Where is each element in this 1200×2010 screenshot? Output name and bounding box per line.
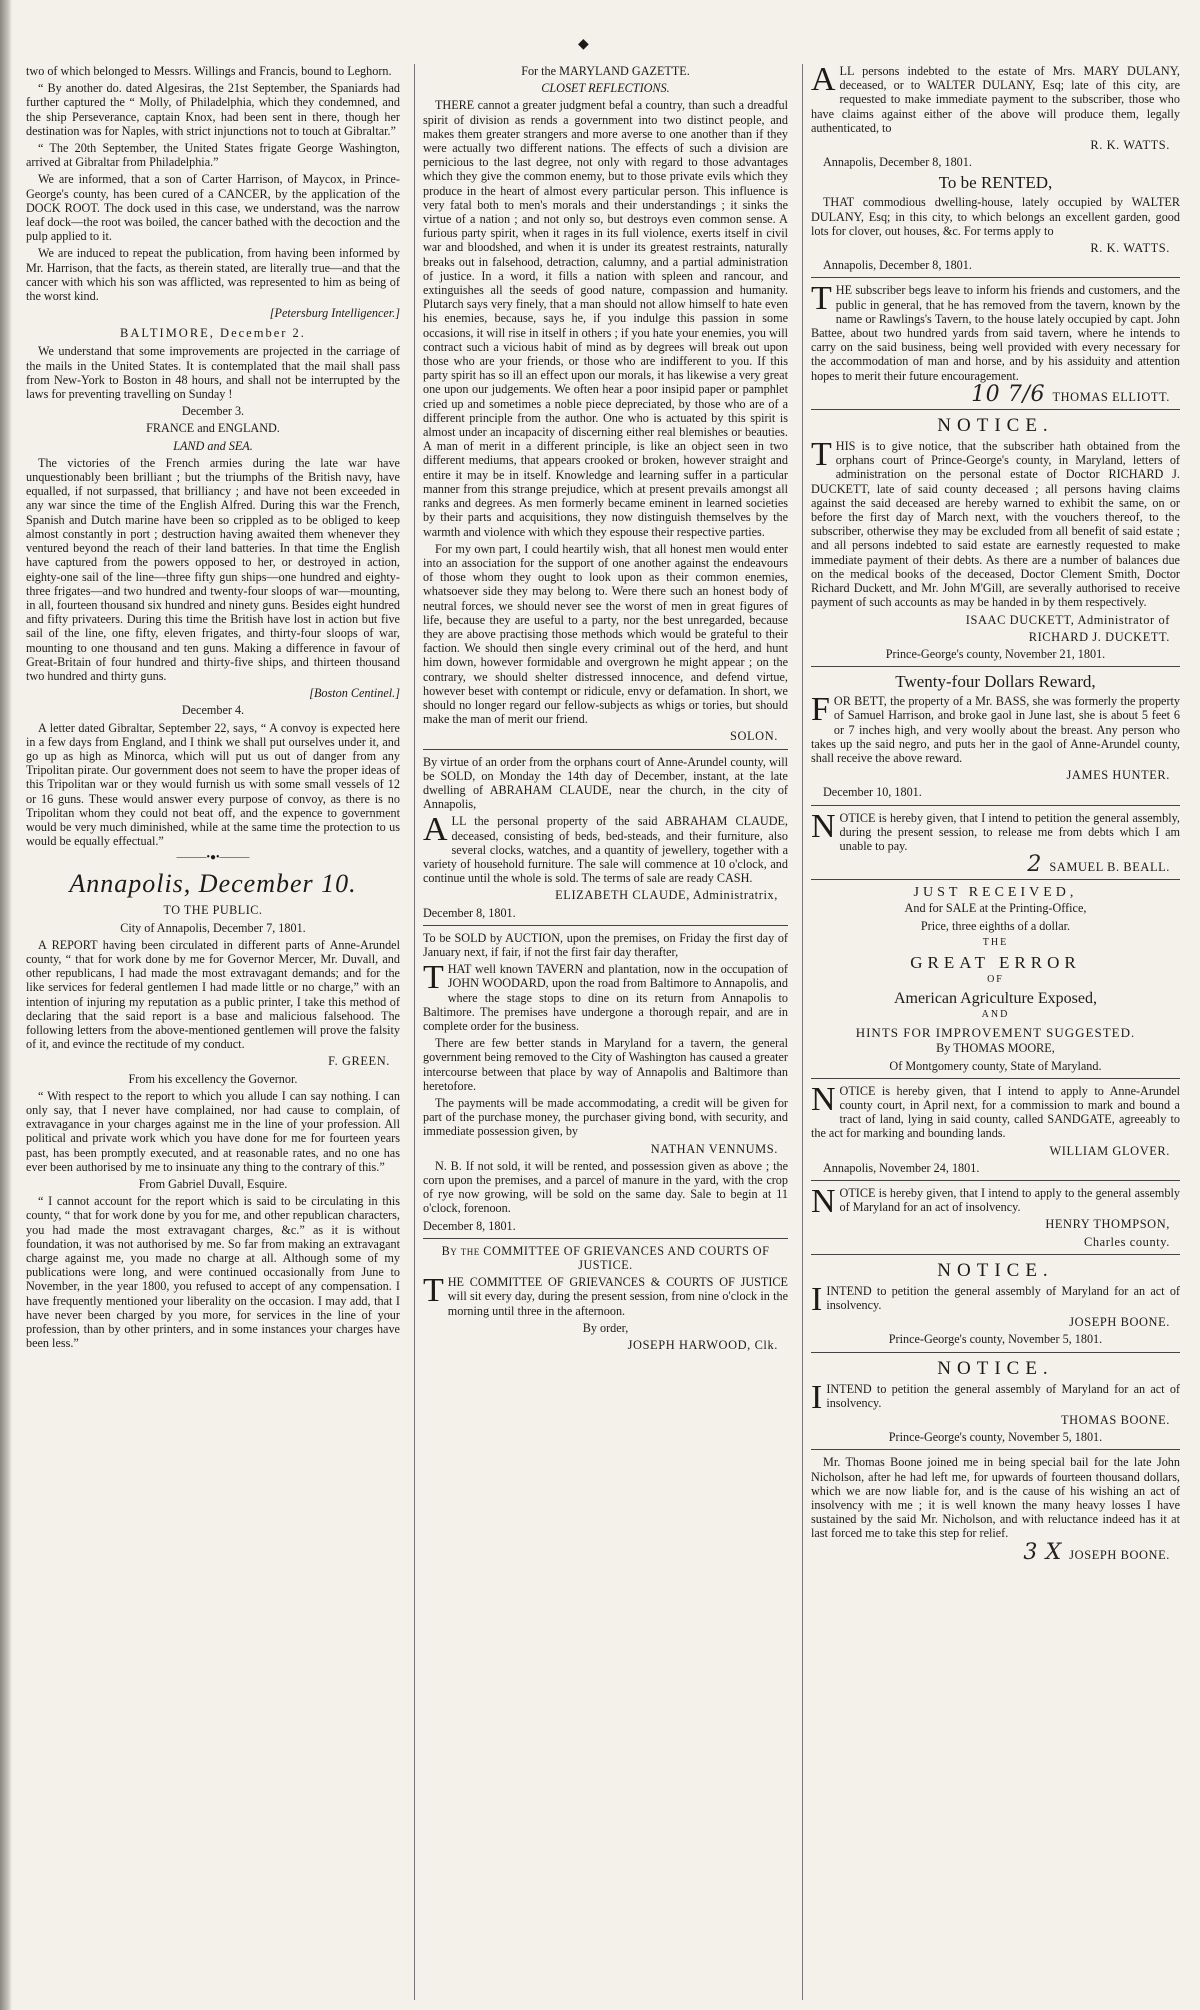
- joseph-boone-body: INTEND to petition the general assembly of Maryland for an act of insolvency.: [826, 1283, 1180, 1312]
- tavern-auction-ad: [423, 931, 788, 1233]
- committee-lead: By the COMMITTEE OF GRIEVANCES AND COURTS OF JUSTICE.: [441, 1243, 770, 1273]
- tavern-body: HAT well known TAVERN and plantation, now in the occupation of JOHN WOODARD, upon the road from Baltimore to Annapolis, and where the stage stops to dine on its return from Annapolis to Baltimore. The premises have undergone a thorough repair, and are in complete order for the business.: [422, 962, 788, 1033]
- claude-signature: ELIZABETH CLAUDE, Administratrix,: [555, 888, 778, 903]
- tavern-p2: There are few better stands in Maryland for a tavern, the general government being removed to the City of Washington has caused a greater intercourse between that place by way of Annapolis and Baltimore than heretofore.: [422, 1036, 788, 1093]
- bett-date: December 10, 1801.: [822, 785, 922, 800]
- watts-signature-1: R. K. WATTS.: [1090, 138, 1170, 153]
- c1-dec3: December 3.: [181, 404, 245, 419]
- for-maryland-gazette: For the MARYLAND GAZETTE.: [521, 64, 690, 78]
- to-be-rented-heading: To be RENTED,: [938, 173, 1053, 193]
- top-ornament: ◆: [578, 37, 589, 52]
- just-received-heading: JUST RECEIVED,: [913, 885, 1078, 901]
- thompson-body: OTICE is hereby given, that I intend to apply to the general assembly of Maryland for an act of insolvency.: [839, 1185, 1180, 1215]
- dulany-body: LL persons indebted to the estate of Mrs. MARY DULANY, deceased, or to WALTER DULANY, Esq; late of this city, are requested to make immediate payment to the subscriber, those who have claims against either of the above will produce them, legally authenticated, to: [810, 64, 1180, 135]
- dropcap-t: T: [422, 959, 444, 997]
- duckett-date: Prince-George's county, November 21, 1801.: [885, 646, 1106, 661]
- dropcap-n: N: [810, 807, 836, 845]
- watts-signature-2: R. K. WATTS.: [1090, 241, 1170, 256]
- glover-ad: [810, 1080, 1180, 1175]
- from-duvall: From Gabriel Duvall, Esquire.: [138, 1177, 288, 1192]
- baltimore-dateline: BALTIMORE, December 2.: [120, 326, 306, 341]
- dropcap-t3: T: [810, 280, 832, 318]
- joseph-boone-date: Prince-George's county, November 5, 1801.: [888, 1332, 1103, 1347]
- column-2: [414, 64, 788, 2000]
- joseph-boone-ad: [810, 1280, 1180, 1347]
- beall-ad: [810, 807, 1180, 878]
- boone-bail-signature: JOSEPH BOONE.: [1069, 1547, 1170, 1562]
- book-and: AND: [981, 1009, 1010, 1021]
- hints-title: HINTS FOR IMPROVEMENT SUGGESTED.: [855, 1025, 1136, 1041]
- joseph-boone-signature: JOSEPH BOONE.: [1069, 1315, 1170, 1330]
- duckett-body: HIS is to give notice, that the subscriber hath obtained from the orphans court of Prince-George's county, in Maryland, letters of administration on the personal estate of Doctor RICHARD J. DUCKETT, late of said county deceased ; all persons having claims against the said deceased are hereby warned to exhibit the same, on or before the first day of March next, with the vouchers thereof, to the subscriber, otherwise they may be excluded from all benefit of said estate ; and all persons indebted to said estate are earnestly requested to make immediate payment of their debts. As there are a number of balances due on the medical books of the deceased, Doctor Clement Smith, Doctor Richard Duckett, and Mr. John M'Gill, are severally authorised to receive payment of such accounts as may be handed in by them respectively.: [810, 439, 1180, 610]
- city-line: City of Annapolis, December 7, 1801.: [120, 920, 306, 935]
- c3-rule-5: [811, 879, 1180, 880]
- c1-dec4: December 4.: [181, 703, 245, 718]
- elliott-body: HE subscriber begs leave to inform his friends and customers, and the public in general, that he has removed from the tavern, known by the name or Rawlings's Tavern, to the house lately occupied by capt. John Battee, about two hundred yards from said tavern, where he intends to carry on the said business, being well provided with every necessary for the accommodation of man and horse, and by his assiduity and attention hopes to merit their future encouragement.: [810, 283, 1180, 383]
- notice-heading-2: NOTICE.: [937, 1259, 1054, 1281]
- great-error-title: GREAT ERROR: [910, 952, 1081, 972]
- c3-rule-6: [811, 1078, 1180, 1079]
- dropcap-a: A: [422, 811, 448, 849]
- beall-signature: SAMUEL B. BEALL.: [1049, 860, 1170, 875]
- book-sale-line: And for SALE at the Printing-Office,: [904, 901, 1087, 916]
- dropcap-t2: T: [422, 1272, 444, 1310]
- handwritten-mark-4: 2: [1027, 852, 1042, 878]
- column-3: [802, 64, 1180, 2000]
- elliott-ad: [810, 280, 1180, 407]
- committee-ad: [423, 1244, 788, 1352]
- c2-p2: For my own part, I could heartily wish, that all honest men would enter into an association for the support of one another against the endeavours of those whom they ought to look upon as their common enemies, whatsoever side they may belong to. Were there such an honest body of neutral forces, we should never see the worst of men in great figures of life, because they are useful to a party, nor the best unregarded, because they are above practising those methods which would be grateful to their faction. We should then single every criminal out of the herd, and hunt him down, however formidable and overgrown he might appear ; on the contrary, we should shelter distressed innocence, and defend virtue, however beset with contempt or ridicule, envy or defamation. In short, we should no longer regard our fellow-subjects as whigs or tories, but should make the man of merit our friend.: [422, 541, 788, 727]
- duckett-signature-2: RICHARD J. DUCKETT.: [1028, 629, 1170, 644]
- page-binding-edge: [0, 0, 12, 2010]
- committee-by-order: By order,: [582, 1320, 629, 1335]
- book-ad: [811, 885, 1180, 1072]
- c2-rule-2: [423, 925, 788, 926]
- book-author: By THOMAS MOORE,: [936, 1041, 1055, 1056]
- claude-body: LL the personal property of the said ABRAHAM CLAUDE, deceased, consisting of beds, bed-steads, and their furniture, also several clocks, watches, and a quantity of jewellery, together with a variety of household furniture. The sale will commence at 10 o'clock, and continue until the whole is sold. The terms of sale are ready CASH.: [422, 814, 788, 886]
- book-author-place: Of Montgomery county, State of Maryland.: [889, 1058, 1102, 1073]
- c2-rule-3: [423, 1238, 788, 1239]
- closet-reflections: CLOSET REFLECTIONS.: [541, 81, 670, 96]
- from-governor: From his excellency the Governor.: [128, 1071, 298, 1086]
- columns: [26, 64, 1180, 2000]
- c1-p4: We are informed, that a son of Carter Harrison, of Maycox, in Prince-George's county, has been cured of a CANCER, by the application of the DOCK ROOT. The dock used in this case, we understand, was the narrow leaf dock—the root was boiled, the cancer bathed with the decoction and the pulp applied to it.: [26, 172, 400, 244]
- c1-p3: “ The 20th September, the United States frigate George Washington, arrived at Gibraltar from Philadelphia.”: [26, 141, 400, 170]
- bett-body: OR BETT, the property of a Mr. BASS, she was formerly the property of Samuel Harrison, and broke gaol in June last, she is about 5 feet 6 or 7 inches high, and very woolly about the breast. Any person who takes up the said negro, and puts her in the gaol of Anne-Arundel county, shall receive the above reward.: [810, 694, 1180, 765]
- notice-heading-3: NOTICE.: [937, 1357, 1054, 1379]
- book-the: THE: [982, 936, 1009, 948]
- dropcap-i: I: [810, 1280, 823, 1318]
- tavern-nb: N. B. If not sold, it will be rented, and possession given as above ; the corn upon the premises, and a parcel of manure in the yard, with the crop of rye now growing, will be sold on the same day. Sale to begin at 11 o'clock, forenoon.: [422, 1158, 788, 1216]
- thomas-boone-ad: [810, 1378, 1180, 1445]
- thomas-boone-body: INTEND to petition the general assembly of Maryland for an act of insolvency.: [826, 1381, 1180, 1410]
- boone-bail-ad: [810, 1455, 1180, 1565]
- c1-p11: “ I cannot account for the report which is said to be circulating in this county, “ that for work done by you for me, and other republican characters, you had made the most extravagant charges, &c.” as it is without foundation, it was not authorised by me. So far from making an extravagant charge against me, you made no charge at all. Although some of my publications were long, and were continued occasionally from June to November, in the year 1800, you refused to accept of any compensation. I have frequently mentioned your liberality on the occasion. I may add, that I have never been charged by you more, for services in the line of your profession, than by other printers, and in some instances your charges have been less.”: [26, 1194, 400, 1351]
- c1-p7-source: [Boston Centinel.]: [309, 686, 400, 701]
- c3-rule-1: [811, 277, 1180, 278]
- dulany-date: Annapolis, December 8, 1801.: [822, 155, 972, 170]
- green-signature: F. GREEN.: [328, 1054, 390, 1069]
- dropcap-f: F: [810, 691, 830, 729]
- c2-rule-1: [423, 749, 788, 750]
- claude-sale-ad: [423, 755, 788, 920]
- column-1: [26, 64, 400, 2000]
- thomas-boone-signature: THOMAS BOONE.: [1060, 1413, 1170, 1428]
- handwritten-mark-9: 3 X: [1023, 1539, 1062, 1565]
- tavern-p3: The payments will be made accommodating, a credit will be given for part of the purchase money, the purchaser giving bond, with security, and immediate possession given, by: [422, 1096, 788, 1139]
- c1-p10: “ With respect to the report to which you allude I can say nothing. I can only say, that I never have complained, nor had cause to complain, of extravagance in your charges against me in the line of your profession. All political and private work which you have done for me for fourteen years past, has been promptly executed, and at reasonable rates, and no one has ever been authorised by me to insinuate any thing to the contrary of this.”: [26, 1088, 400, 1174]
- tavern-date: December 8, 1801.: [422, 1218, 516, 1233]
- beall-body: OTICE is hereby given, that I intend to petition the general assembly, during the present session, to release me from debts which I am unable to pay.: [839, 810, 1180, 853]
- c1-p9: A REPORT having been circulated in different parts of Anne-Arundel county, “ that for work done by me for Governor Mercer, Mr. Duvall, and other republicans, I had made the most extravagant demands; and for the like services for federal gentlemen I had made little or no charge,” with an intention of injuring my reputation as a public printer, I take this method of declaring that the said report is a base and malicious falsehood. The following letters from the above-mentioned gentlemen will prove the falsity of it, and evince the rectitude of my conduct.: [26, 937, 400, 1052]
- thompson-ad: [810, 1182, 1180, 1249]
- harwood-signature: JOSEPH HARWOOD, Clk.: [627, 1338, 778, 1353]
- notice-heading-1: NOTICE.: [937, 415, 1054, 437]
- ornament-rule: ———•●•———: [176, 852, 250, 864]
- glover-body: OTICE is hereby given, that I intend to apply to Anne-Arundel county court, in April next, for a commission to mark and bound a tract of land, lying in said county, called SANDGATE, agreeably to the act for marking and bounding lands.: [810, 1083, 1180, 1141]
- annapolis-dateline: Annapolis, December 10.: [69, 869, 357, 899]
- rented-date: Annapolis, December 8, 1801.: [822, 258, 972, 273]
- dropcap-t4: T: [810, 436, 832, 474]
- c1-p5: We are induced to repeat the publication, from having been informed by Mr. Harrison, that the facts, as therein stated, are literally true—and that the cancer with which his son was afflicted, was represented to him as being of the worst kind.: [26, 246, 400, 304]
- c2-p1: THERE cannot a greater judgment befal a country, than such a dreadful spirit of division as rends a government into two distinct people, and makes them greater strangers and more averse to one another than if they were actually two different nations. The effects of such a division are pernicious to the last degree, not only with regard to those advantages which they give the common enemy, but to those private evils which they produce in the heart of almost every particular person. This influence is very fatal both to men's morals and their understandings ; it sinks the virtue of a nation ; and not only so, but destroys even common sense. A furious party spirit, when it rages in its full violence, exerts itself in civil war and bloodshed, and when it is under its greatest restraints, naturally breaks out in falsehood, detraction, calumny, and a partial administration of justice. In a word, it fills a nation with spleen and rancour, and extinguishes all the seeds of good nature, compassion and humanity. Plutarch says very finely, that a man should not allow himself to hate even his enemies, because, says he, if you indulge this passion in some occasions, it will rise in itself in others ; if you hate your enemies, you will contract such a vicious habit of mind as by degrees will break out upon those who are your friends, or those who are indifferent to you. If this party spirit has so ill an effect upon our morals, it has likewise a very great one upon our judgements. We often hear a poor insipid paper or pamphlet cried up and sometimes a noble piece depreciated, by those who are of a different principle from the author. One who is actuated by this spirit is almost under an incapacity of discerning either real blemishes or beauties. A man of merit in a different principle, is like an object seen in two different mediums, that appears crooked or broken, however straight and entire it may be in itself. Knowledge and learning suffer in a particular manner from this strange prejudice, which at present prevails amongst all ranks and degrees. As men formerly became eminent in learned societies by their parts and acquisitions, they now distinguish themselves by the warmth and violence with which they espouse their respective parties.: [422, 98, 788, 539]
- c1-france-england: FRANCE and ENGLAND.: [146, 421, 280, 436]
- c1-p1: two of which belonged to Messrs. Willings and Francis, bound to Leghorn.: [26, 64, 392, 78]
- c3-rule-7: [811, 1180, 1180, 1181]
- c3-rule-4: [811, 805, 1180, 806]
- c3-rule-10: [811, 1449, 1180, 1450]
- hunter-signature: JAMES HUNTER.: [1066, 768, 1170, 783]
- c1-p5-source: [Petersburg Intelligencer.]: [269, 306, 400, 321]
- dropcap-i2: I: [810, 1378, 823, 1416]
- book-of: OF: [987, 973, 1004, 985]
- c1-p6: We understand that some improvements are projected in the carriage of the mails in the United States. It is contemplated that the mail shall pass from New-York to Boston in 48 hours, and shall not be interrupted by the laws for preventing travelling on Sunday !: [26, 344, 400, 402]
- duckett-signature: ISAAC DUCKETT, Administrator of: [965, 612, 1170, 627]
- elliott-signature: THOMAS ELLIOTT.: [1052, 389, 1170, 404]
- rented-body: THAT commodious dwelling-house, lately occupied by WALTER DULANY, Esq; in this city, to which belongs an excellent garden, good lots for clover, out houses, &c. For terms apply to: [810, 195, 1180, 238]
- american-agriculture-title: American Agriculture Exposed,: [893, 990, 1097, 1008]
- thompson-signature: HENRY THOMPSON,: [1045, 1217, 1170, 1232]
- vennums-signature: NATHAN VENNUMS.: [650, 1141, 778, 1156]
- dropcap-n3: N: [810, 1182, 836, 1220]
- dulany-ad: [811, 64, 1180, 169]
- thomas-boone-date: Prince-George's county, November 5, 1801.: [888, 1430, 1103, 1445]
- c3-rule-8: [811, 1254, 1180, 1255]
- to-the-public: TO THE PUBLIC.: [163, 903, 263, 918]
- c1-p7: The victories of the French armies during the late war have unquestionably been brilliant ; but the triumphs of the British navy, have equalled, if not surpassed, that brilliancy ; and have not been exceeded in any war since the time of the English Alfred. During this war the French, Spanish and Dutch marine have been so crippled as to be obliged to keep almost constantly in port ; destruction having awaited them whenever they ventured beyond the reach of their land batteries. In that time the English have captured from the powers opposed to her, or destroyed in action, eighty-one sail of the line—three fifty gun ships—one hundred and eighty-three frigates—and two hundred and twenty-four sloops of war—mounting, in all, fourteen thousand six hundred and ninety guns. Besides eight hundred and fifty privateers. During this time the British have lost in action but five sail of the line, one fifty, eleven frigates, and thirty-four sloops of war, mounting to one thousand and ten guns. Making a difference in favour of Great-Britain of four hundred and thirty-five ships, and thirteen thousand two hundred and thirty guns.: [26, 455, 400, 683]
- c3-rule-2: [811, 409, 1180, 410]
- c3-rule-3: [811, 666, 1180, 667]
- dropcap-n2: N: [810, 1080, 836, 1118]
- duckett-ad: [810, 436, 1180, 661]
- handwritten-mark-2: 10 7/6: [971, 381, 1046, 407]
- c1-land-sea: LAND and SEA.: [173, 438, 253, 453]
- c1-p8: A letter dated Gibraltar, September 22, says, “ A convoy is expected here in a few days from England, and I think we shall put ourselves under it, and go up as high as Minorca, which will put us out of danger from any Tripolitan pirate. Our government does not seem to have the proper ideas of this Tripolitan war or they would furnish us with some small vessels of 12 or 16 guns. These would answer every purpose of convoy, as there is no Tripolitan whom they could not beat off, and the expence to government would be very much diminished, while at the same time the protection to us would be equally effectual.”: [26, 720, 400, 849]
- rented-ad: [811, 195, 1180, 272]
- solon-signature: SOLON.: [729, 729, 778, 744]
- c1-p2: “ By another do. dated Algesiras, the 21st September, the Spaniards had further captured the “ Molly, of Philadelphia, which they condemned, and the ship Perseverance, captain Knox, had been sent in there, though her destination was for Naples, with strict injunctions not to touch at Gibraltar.”: [26, 81, 400, 138]
- boone-bail-body: Mr. Thomas Boone joined me in being special bail for the late John Nicholson, after he had left me, for upwards of fourteen thousand dollars, which we are now liable for, and is the cause of his wishing an act of insolvency with me ; it is well known the many heavy losses I have sustained by the said Mr. Nicholson, and with reluctance indeed has it at last forced me to take this step for relief.: [810, 1455, 1180, 1541]
- book-price: Price, three eighths of a dollar.: [920, 918, 1071, 933]
- glover-date: Annapolis, November 24, 1801.: [822, 1160, 980, 1175]
- c3-rule-9: [811, 1352, 1180, 1353]
- thompson-county: Charles county.: [1084, 1234, 1170, 1249]
- bett-ad: [810, 691, 1180, 800]
- reward-heading: Twenty-four Dollars Reward,: [895, 672, 1096, 692]
- glover-signature: WILLIAM GLOVER.: [1049, 1143, 1170, 1158]
- claude-lead: By virtue of an order from the orphans court of Anne-Arundel county, will be SOLD, on Monday the 14th day of December, instant, at the late dwelling of ABRAHAM CLAUDE, near the church, in the city of Annapolis,: [422, 754, 788, 812]
- dropcap-a2: A: [810, 64, 836, 98]
- committee-body: HE COMMITTEE OF GRIEVANCES & COURTS OF JUSTICE will sit every day, during the present session, from nine o'clock in the morning until three in the afternoon.: [447, 1275, 788, 1318]
- claude-date: December 8, 1801.: [422, 905, 516, 920]
- tavern-lead: To be SOLD by AUCTION, upon the premises, on Friday the first day of January next, if fair, if not the first fair day therafter,: [422, 930, 788, 959]
